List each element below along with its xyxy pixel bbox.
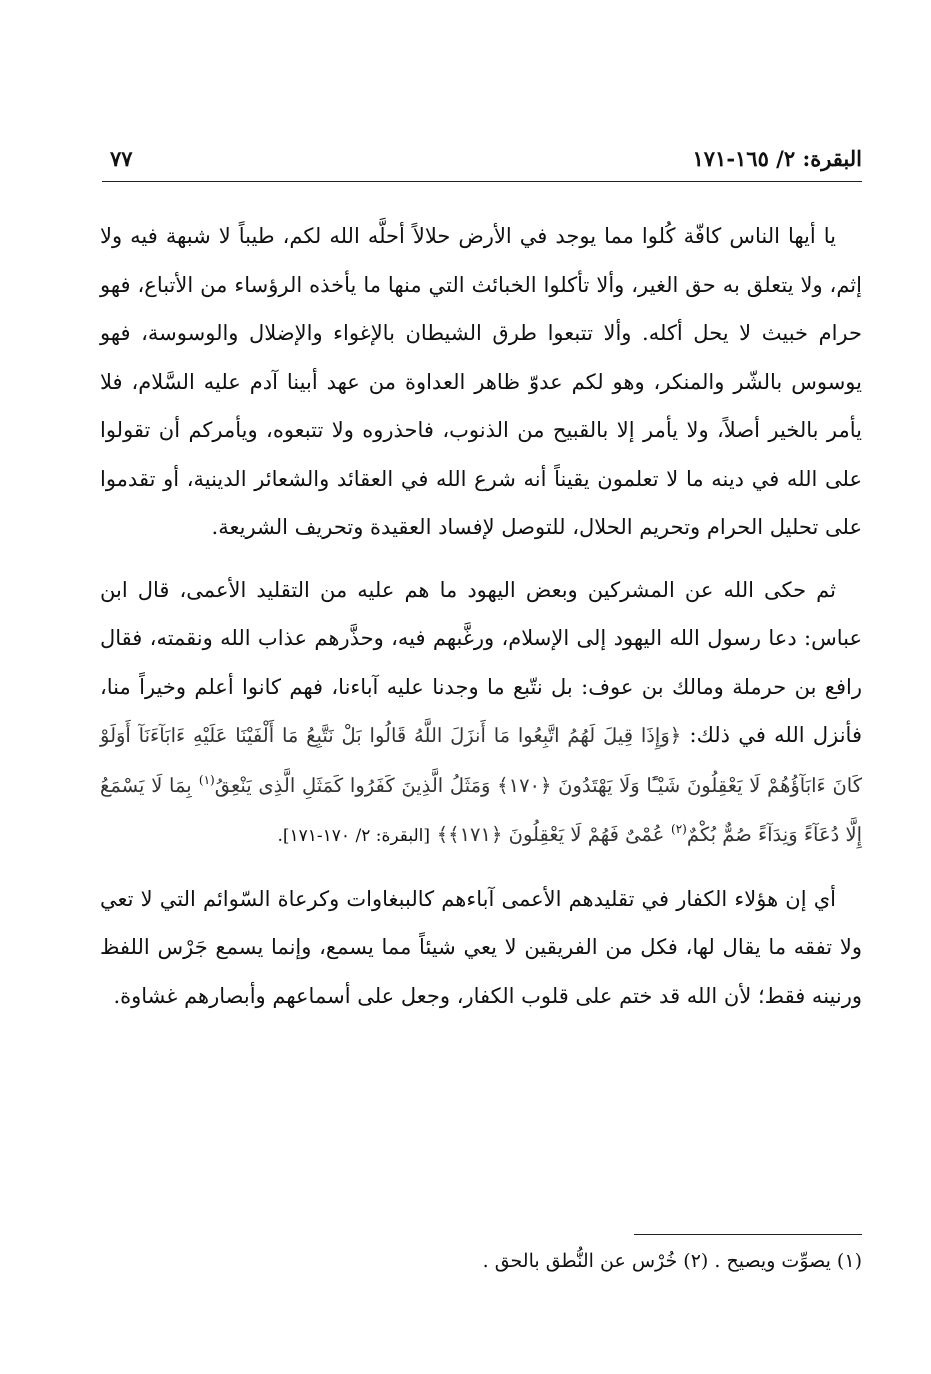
running-header (110, 142, 862, 176)
quran-verse-part-2: بِمَا لَا يَسْمَعُ إِلَّا دُعَآءً وَنِدَآءً صُمٌّ بُكْمٌ (100, 773, 862, 846)
paragraph-1: يا أيها الناس كافّة كُلوا مما يوجد في الأرض حلالاً أحلَّه الله لكم، طيباً لا شبهة فيه ولا إثم، ولا يتعلق به حق الغير، وألا تأكلوا الخبائث التي منها ما يأخذه الرؤساء من الأتباع، فهو حرام خبيث لا يحل أكله. وألا تتبعوا طرق الشيطان بالإغواء والإضلال والوسوسة، فهو يوسوس بالشّر والمنكر، وهو لكم عدوّ ظاهر العداوة من عهد أبينا آدم عليه السَّلام، فلا يأمر بالخير أصلاً، ولا يأمر إلا بالقبيح من الذنوب، فاحذروه ولا تتبعوه، ويأمركم أن تقولوا على الله في دينه ما لا تعلمون يقيناً أنه شرع الله في العقائد والشعائر الدينية، أو تقدموا على تحليل الحرام وتحريم الحلال، للتوصل لإفساد العقيدة وتحريف الشريعة. (100, 224, 862, 539)
header-rule (102, 181, 862, 182)
quran-verse-part-3: عُمْىٌ فَهُمْ لَا يَعْقِلُونَ ﴿١٧١﴾﴾ (436, 823, 665, 846)
footnote-rule (634, 1234, 862, 1235)
footnote-marker-1: (١) (198, 772, 215, 787)
quran-verse-part-1: ﴿وَإِذَا قِيلَ لَهُمُ اتَّبِعُوا مَا أَنزَلَ اللَّهُ قَالُوا بَلْ نَتَّبِعُ مَا أَلْفَيْنَا عَلَيْهِ ءَابَآءَنَآ أَوَلَوْ كَانَ ءَابَآؤُهُمْ لَا يَعْقِلُونَ شَيْـًٔا وَلَا يَهْتَدُونَ ﴿١٧٠﴾ وَمَثَلُ الَّذِينَ كَفَرُوا كَمَثَلِ الَّذِى يَنْعِقُ (100, 724, 862, 797)
main-text (100, 212, 862, 1020)
paragraph-3: أي إن هؤلاء الكفار في تقليدهم الأعمى آباءهم كالببغاوات وكرعاة السّوائم التي لا تعي ولا تفقه ما يقال لها، فكل من الفريقين لا يعي شيئاً مما يسمع، وإنما يسمع جَرْس اللفظ ورنينه فقط؛ لأن الله قد ختم على قلوب الكفار، وجعل على أسماعهم وأبصارهم غشاوة. (100, 886, 862, 1008)
chapter-reference: البقرة: ٢/ ١٦٥-١٧١ (692, 146, 862, 171)
quran-citation: [البقرة: ٢/ ١٧٠-١٧١]. (277, 826, 431, 846)
footnote-marker-2: (٢) (671, 822, 687, 836)
paragraph-2-text: ثم حكى الله عن المشركين وبعض اليهود ما هم عليه من التقليد الأعمى، قال ابن عباس: دعا رسول الله اليهود إلى الإسلام، ورغَّبهم فيه، وحذَّرهم عذاب الله ونقمته، فقال رافع بن حرملة ومالك بن عوف: بل نتّبع ما وجدنا عليه آباءنا، فهم كانوا أعلم وخيراً منا، فأنزل الله في ذلك: (100, 577, 862, 747)
footnotes: (١) يصوِّت ويصيح . (٢) خُرْس عن النُّطق بالحق . (482, 1250, 862, 1272)
paragraph-2 (100, 566, 862, 861)
page-number: ٧٧ (110, 146, 133, 171)
